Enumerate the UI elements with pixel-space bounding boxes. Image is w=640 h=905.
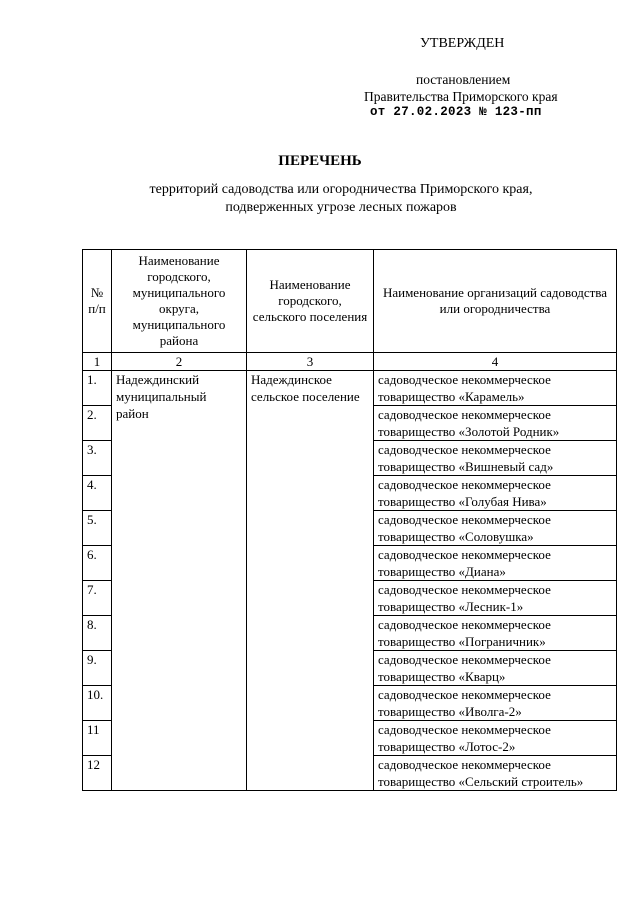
header-number: № п/п: [83, 250, 112, 353]
decree-date-number: от 27.02.2023 № 123-пп: [370, 105, 542, 119]
document-subtitle-line2: подверженных угрозе лесных пожаров: [225, 200, 457, 215]
column-number-row: [83, 353, 617, 371]
organization-name: садоводческое некоммерческое товарищество «Лесник-1»: [374, 581, 617, 616]
row-number: 12: [83, 756, 112, 791]
organization-name: садоводческое некоммерческое товарищество «Карамель»: [374, 371, 617, 406]
approval-government-line: Правительства Приморского края: [364, 89, 558, 104]
row-number: 5.: [83, 511, 112, 546]
organization-name: садоводческое некоммерческое товарищество «Пограничник»: [374, 616, 617, 651]
column-number: 2: [112, 353, 247, 371]
row-number: 8.: [83, 616, 112, 651]
organization-name: садоводческое некоммерческое товарищество «Золотой Родник»: [374, 406, 617, 441]
district-name: Надеждинский муниципальный район: [112, 371, 247, 791]
row-number: 1.: [83, 371, 112, 406]
organization-name: садоводческое некоммерческое товарищество «Диана»: [374, 546, 617, 581]
organization-name: садоводческое некоммерческое товарищество «Вишневый сад»: [374, 441, 617, 476]
row-number: 11: [83, 721, 112, 756]
row-number: 3.: [83, 441, 112, 476]
row-number: 9.: [83, 651, 112, 686]
approved-label: УТВЕРЖДЕН: [420, 36, 505, 51]
row-number: 7.: [83, 581, 112, 616]
header-district: Наименование городского, муниципального округа, муниципального района: [112, 250, 247, 353]
column-number: 4: [374, 353, 617, 371]
row-number: 10.: [83, 686, 112, 721]
column-number: 3: [247, 353, 374, 371]
approval-decree-line: постановлением: [416, 72, 511, 87]
settlement-name: Надеждинское сельское поселение: [247, 371, 374, 791]
organization-name: садоводческое некоммерческое товарищество «Сельский строитель»: [374, 756, 617, 791]
organization-name: садоводческое некоммерческое товарищество «Лотос-2»: [374, 721, 617, 756]
organization-name: садоводческое некоммерческое товарищество «Соловушка»: [374, 511, 617, 546]
row-number: 4.: [83, 476, 112, 511]
organization-name: садоводческое некоммерческое товарищество «Иволга-2»: [374, 686, 617, 721]
row-number: 6.: [83, 546, 112, 581]
row-number: 2.: [83, 406, 112, 441]
header-settlement: Наименование городского, сельского поселения: [247, 250, 374, 353]
table-row: [83, 371, 617, 406]
table-header-row: [83, 250, 617, 353]
organization-name: садоводческое некоммерческое товарищество «Кварц»: [374, 651, 617, 686]
document-subtitle-line1: территорий садоводства или огородничества Приморского края,: [149, 182, 533, 197]
organization-name: садоводческое некоммерческое товарищество «Голубая Нива»: [374, 476, 617, 511]
document-title: ПЕРЕЧЕНЬ: [278, 153, 362, 169]
column-number: 1: [83, 353, 112, 371]
territories-table: [82, 249, 617, 791]
header-organization: Наименование организаций садоводства или огородничества: [374, 250, 617, 353]
